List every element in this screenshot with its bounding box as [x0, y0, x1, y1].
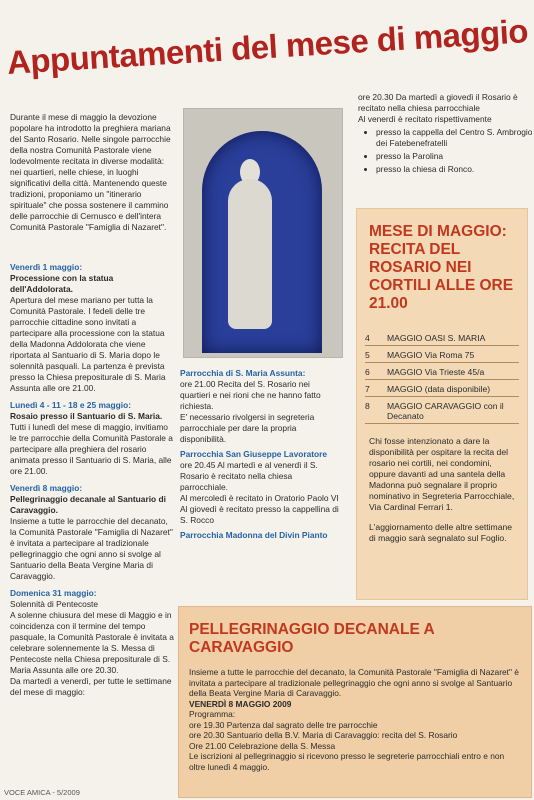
venue-list	[358, 127, 534, 175]
parish-text: ore 21.00 Recita del S. Rosario nei quartieri e nei rioni che ne hanno fatto richiesta.	[180, 379, 321, 411]
rosary-note: Chi fosse intenzionato a dare la disponibilità per ospitare la recita del rosario nei cortili, nei condomini, oppure davanti ad una santela della Madonna può segnalare il proprio nominativo in Segreteria Parrocchiale, Via Cardinal Ferrari 1. L'aggiornamento delle altre settimane di maggio sarà segnalato sul Foglio.	[369, 436, 515, 543]
madonna-statue-photo	[183, 108, 343, 358]
right-column-top	[358, 92, 534, 177]
pilgrimage-body	[179, 663, 531, 772]
parish-text: ore 20.45 Al martedì e al venerdì il S. Rosario è recitato nella chiesa parrocchiale.	[180, 460, 318, 492]
schedule-row: 4 MAGGIO OASI S. MARIA	[365, 329, 519, 346]
event-heading: Processione con la statua dell'Addolorata.	[10, 273, 114, 294]
event-1	[10, 262, 176, 394]
middle-column	[180, 368, 342, 545]
rosary-box	[356, 208, 528, 600]
right-text: Al venerdì è recitato rispettivamente	[358, 114, 492, 124]
list-item: • presso la Parolina	[376, 151, 534, 162]
event-date: Lunedì 4 - 11 - 18 e 25 maggio:	[10, 400, 132, 410]
event-text: Tutti i lunedì del mese di maggio, invitiamo le tre parrocchie della Comunità Pastorale a partecipare alla preghiera del rosario animata presso il Santuario di S. Maria, alle ore 21.00.	[10, 422, 173, 476]
pilgrimage-note: Le iscrizioni al pellegrinaggio si ricevono presso le segreterie parrocchiali entro e non oltre lunedì 4 maggio.	[189, 751, 505, 772]
event-extra: Da martedì a venerdì, per tutte le settimane del mese di maggio:	[10, 676, 172, 697]
event-heading: Pellegrinaggio decanale al Santuario di Caravaggio.	[10, 494, 166, 515]
program-item: ore 19.30 Partenza dal sagrato delle tre parrocchie	[189, 719, 378, 730]
parish-heading: Parrocchia Madonna del Divin Pianto	[180, 530, 328, 540]
right-text: ore 20.30 Da martedì a giovedì il Rosario è recitato nella chiesa parrocchiale	[358, 92, 518, 113]
schedule-row: 7 MAGGIO (data disponibile)	[365, 380, 519, 397]
list-item: • presso la chiesa di Ronco.	[376, 164, 534, 175]
pilgrimage-box	[178, 606, 532, 798]
schedule-row: 5 MAGGIO Via Roma 75	[365, 346, 519, 363]
parish-heading: Parrocchia San Giuseppe Lavoratore	[180, 449, 328, 459]
event-text: A solenne chiusura del mese di Maggio e in coincidenza con il termine del tempo pasquale, la Comunità Pastorale è invitata a celebrare solennemente la S. Messa di Pentecoste nella Chiesa prepositurale di S. Maria Assunta alle ore 20.30.	[10, 610, 174, 675]
left-column	[10, 262, 176, 704]
rosary-schedule	[365, 329, 519, 424]
intro-text: Durante il mese di maggio la devozione popolare ha introdotto la preghiera mariana del Santo Rosario. Nelle singole parrocchie della nostra Comunità Pastorale viene lodevolmente recitata in diverse modalità: nei quartieri, nelle chiese, in luoghi significativi della città. Mantenendo queste tradizioni, proponiamo un "itinerario spirituale" che possa sostenere il cammino delle parrocchie di Cernusco e dell'intera Comunità Pastorale "Famiglia di Nazaret".	[10, 112, 171, 232]
event-date: Venerdì 1 maggio:	[10, 262, 83, 272]
pilgrimage-date: VENERDÌ 8 MAGGIO 2009	[189, 698, 292, 709]
schedule-row: 6 MAGGIO Via Trieste 45/a	[365, 363, 519, 380]
program-item: ore 20.30 Santuario della B.V. Maria di Caravaggio: recita del S. Rosario	[189, 730, 458, 740]
parish-text: Al giovedì è recitato presso la cappellina di S. Rocco	[180, 504, 339, 525]
parish-heading: Parrocchia di S. Maria Assunta:	[180, 368, 306, 378]
rosary-box-title: MESE DI MAGGIO: RECITA DEL ROSARIO NEI CORTILI ALLE ORE 21.00	[369, 223, 514, 312]
event-heading: Solennità di Pentecoste	[10, 599, 98, 609]
event-date: Venerdì 8 maggio:	[10, 483, 83, 493]
event-date: Domenica 31 maggio:	[10, 588, 97, 598]
event-heading: Rosaio presso il Santuario di S. Maria.	[10, 411, 163, 421]
event-4	[10, 588, 176, 698]
event-2	[10, 400, 176, 477]
list-item: • presso la cappella del Centro S. Ambrogio dei Fatebenefratelli	[376, 127, 534, 149]
parish-text: E' necessario rivolgersi in segreteria parrocchiale per dare la propria disponibilità.	[180, 412, 315, 444]
program-label: Programma:	[189, 709, 236, 719]
schedule-row: 8 MAGGIO CARAVAGGIO con il Decanato	[365, 397, 519, 424]
parish-text: Al mercoledì è recitato in Oratorio Paolo VI	[180, 493, 339, 503]
footer: VOCE AMICA - 5/2009	[4, 788, 80, 797]
page-title: Appuntamenti del mese di maggio	[5, 12, 529, 81]
event-3	[10, 483, 176, 582]
event-text: Insieme a tutte le parrocchie del decanato, la Comunità Pastorale "Famiglia di Nazaret" è invitata a partecipare al tradizionale pellegrinaggio che ogni anno si svolge al Santuario della Beata Vergine Maria di Caravaggio.	[10, 516, 173, 581]
pilgrimage-text: Insieme a tutte le parrocchie del decanato, la Comunità Pastorale "Famiglia di Nazaret" è invitata a partecipare al tradizionale pellegrinaggio che ogni anno si svolge al Santuario della Beata Vergine Maria di Caravaggio.	[189, 667, 519, 698]
statue-figure	[228, 179, 272, 329]
pilgrimage-box-title: PELLEGRINAGGIO DECANALE A CARAVAGGIO	[189, 621, 435, 656]
program-item: Ore 21.00 Celebrazione della S. Messa	[189, 740, 336, 751]
event-text: Apertura del mese mariano per tutta la Comunità Pastorale. I fedeli delle tre parrocchie cittadine sono invitati a partecipare alla processione con la statua della Madonna Addolorata che viene riportata al Santuario di S. Maria dopo le solennità pasquali. La partenza è prevista presso la Chiesa prepositurale di S. Maria Assunta alle ore 21.00.	[10, 295, 166, 393]
